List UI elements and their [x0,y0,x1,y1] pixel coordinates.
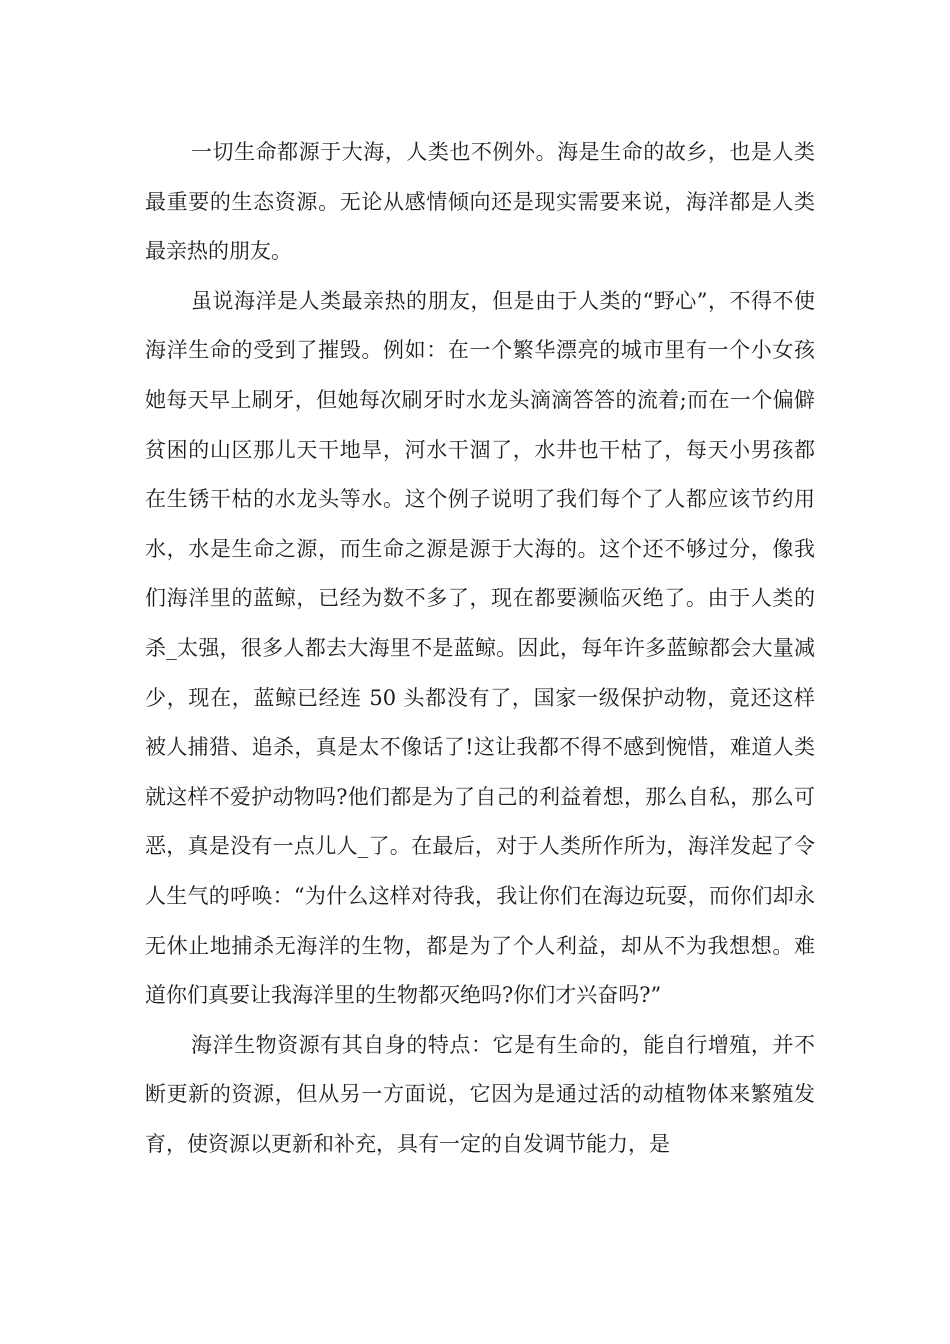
paragraph-2: 虽说海洋是人类最亲热的朋友，但是由于人类的“野心”，不得不使海洋生命的受到了摧毁。例如：在一个繁华漂亮的城市里有一个小女孩她每天早上刷牙，但她每次刷牙时水龙头滴滴答答的流着;而在一个偏僻贫困的山区那儿天干地旱，河水干涸了，水井也干枯了，每天小男孩都在生锈干枯的水龙头等水。这个例子说明了我们每个了人都应该节约用水，水是生命之源，而生命之源是源于大海的。这个还不够过分，像我们海洋里的蓝鲸，已经为数不多了，现在都要濒临灭绝了。由于人类的杀_太强，很多人都去大海里不是蓝鲸。因此，每年许多蓝鲸都会大量减少，现在，蓝鲸已经连 50 头都没有了，国家一级保护动物，竟还这样被人捕猎、追杀，真是太不像话了!这让我都不得不感到惋惜，难道人类就这样不爱护动物吗?他们都是为了自己的利益着想，那么自私，那么可恶，真是没有一点儿人_了。在最后，对于人类所作所为，海洋发起了令人生气的呼唤：“为什么这样对待我，我让你们在海边玩耍，而你们却永无休止地捕杀无海洋的生物，都是为了个人利益，却从不为我想想。难道你们真要让我海洋里的生物都灭绝吗?你们才兴奋吗?” [145,288,815,1008]
paragraph-3: 海洋生物资源有其自身的特点：它是有生命的，能自行增殖，并不断更新的资源，但从另一方面说，它因为是通过活的动植物体来繁殖发育，使资源以更新和补充，具有一定的自发调节能力，是 [145,1032,815,1156]
essay-body [145,128,815,1169]
paragraph-1: 一切生命都源于大海，人类也不例外。海是生命的故乡，也是人类最重要的生态资源。无论从感情倾向还是现实需要来说，海洋都是人类最亲热的朋友。 [145,140,815,264]
